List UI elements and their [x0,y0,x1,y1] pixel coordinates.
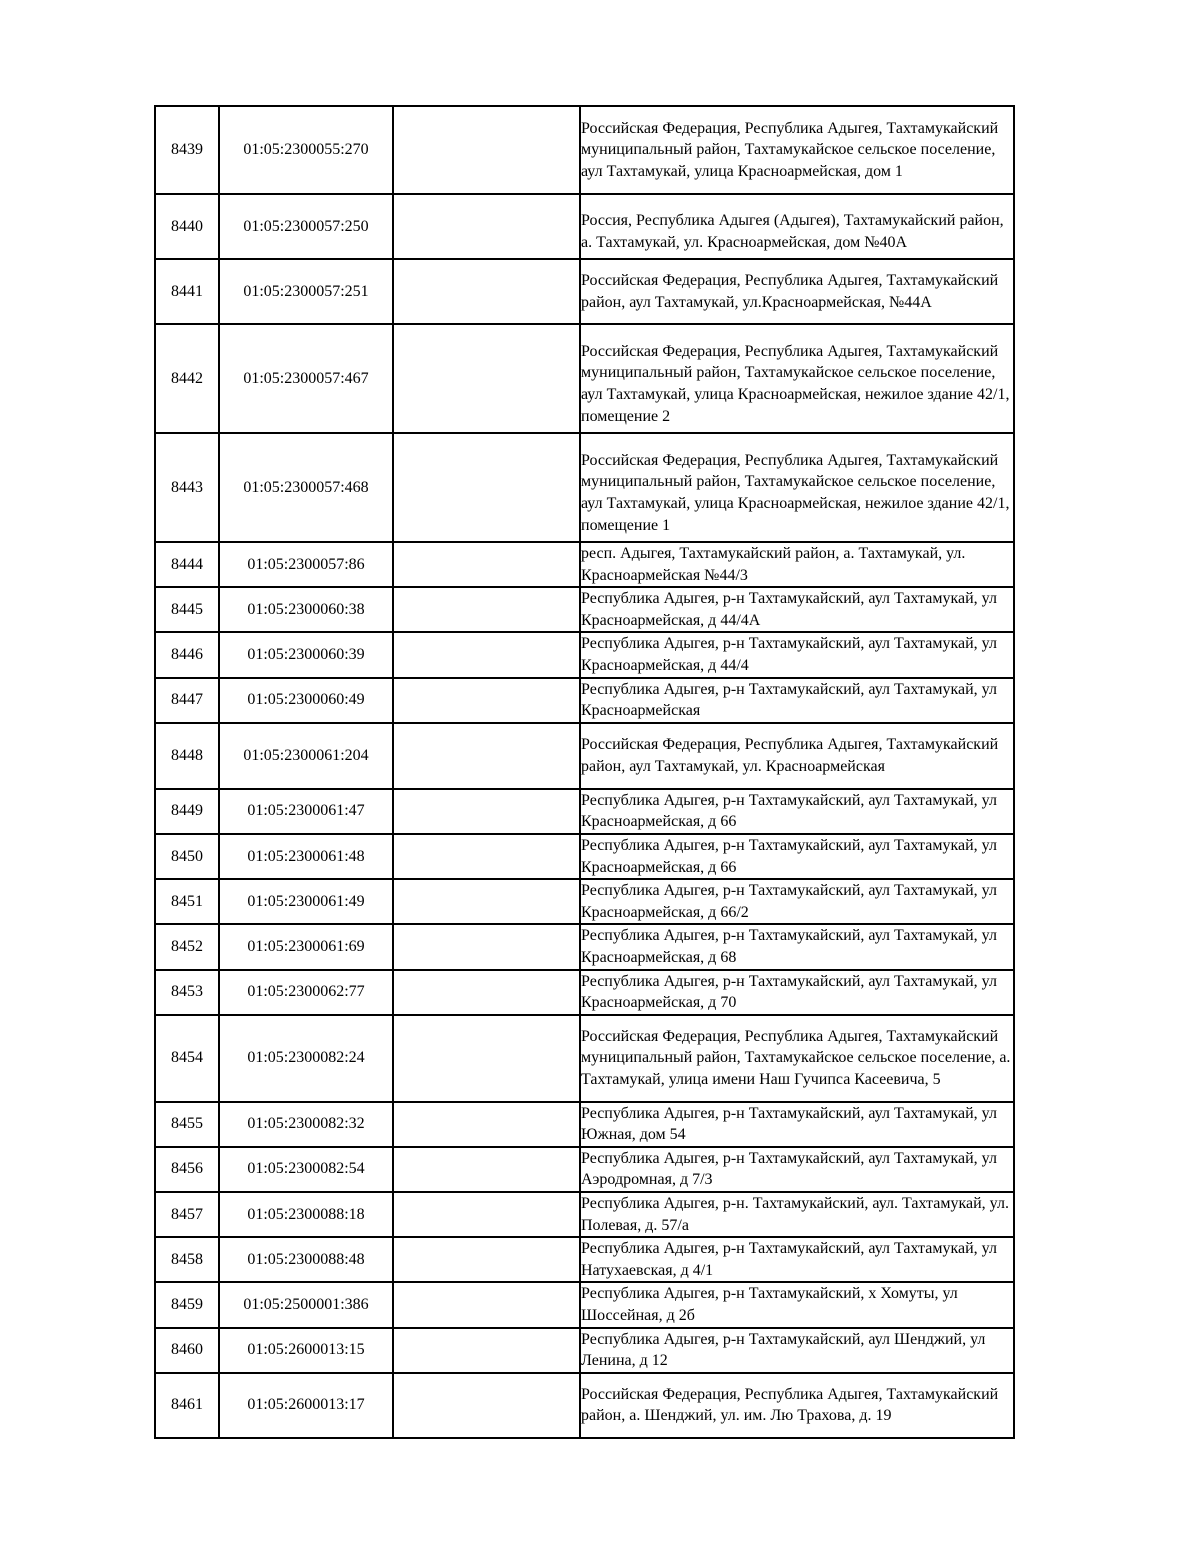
address: Российская Федерация, Республика Адыгея, Тахтамукайский район, а. Шенджий, ул. им. Лю Трахова, д. 19 [580,1373,1014,1438]
address: Республика Адыгея, р-н Тахтамукайский, аул Шенджий, ул Ленина, д 12 [580,1328,1014,1373]
address: Российская Федерация, Республика Адыгея, Тахтамукайский район, аул Тахтамукай, ул.Красноармейская, №44А [580,259,1014,324]
row-number: 8456 [155,1147,219,1192]
cadastral-number: 01:05:2300061:48 [219,834,393,879]
table-row [155,542,1014,587]
empty-cell [393,106,580,194]
cadastral-number: 01:05:2300088:48 [219,1237,393,1282]
address: Российская Федерация, Республика Адыгея, Тахтамукайский муниципальный район, Тахтамукайское сельское поселение, аул Тахтамукай, улица Красноармейская, дом 1 [580,106,1014,194]
address: Республика Адыгея, р-н Тахтамукайский, аул Тахтамукай, ул Красноармейская, д 68 [580,924,1014,969]
empty-cell [393,1282,580,1327]
empty-cell [393,324,580,433]
cadastral-number: 01:05:2300062:77 [219,970,393,1015]
row-number: 8441 [155,259,219,324]
row-number: 8444 [155,542,219,587]
empty-cell [393,723,580,789]
empty-cell [393,433,580,542]
table-row [155,1328,1014,1373]
address: Российская Федерация, Республика Адыгея, Тахтамукайский муниципальный район, Тахтамукайское сельское поселение, а. Тахтамукай, улица имени Наш Гучипса Касеевича, 5 [580,1015,1014,1102]
cadastral-number: 01:05:2300061:69 [219,924,393,969]
table-row [155,1373,1014,1438]
cadastral-number: 01:05:2300061:47 [219,789,393,834]
address: Республика Адыгея, р-н Тахтамукайский, аул Тахтамукай, ул Красноармейская, д 66/2 [580,879,1014,924]
address: Республика Адыгея, р-н Тахтамукайский, аул Тахтамукай, ул Красноармейская [580,678,1014,723]
table-row [155,259,1014,324]
empty-cell [393,678,580,723]
cadastral-number: 01:05:2500001:386 [219,1282,393,1327]
table-row [155,723,1014,789]
empty-cell [393,1328,580,1373]
cadastral-number: 01:05:2600013:15 [219,1328,393,1373]
table-row [155,632,1014,677]
address: Республика Адыгея, р-н. Тахтамукайский, аул. Тахтамукай, ул. Полевая, д. 57/а [580,1192,1014,1237]
address: Республика Адыгея, р-н Тахтамукайский, аул Тахтамукай, ул Красноармейская, д 70 [580,970,1014,1015]
row-number: 8459 [155,1282,219,1327]
row-number: 8458 [155,1237,219,1282]
table-row [155,1102,1014,1147]
cadastral-number: 01:05:2300061:49 [219,879,393,924]
row-number: 8445 [155,587,219,632]
table-row [155,834,1014,879]
row-number: 8454 [155,1015,219,1102]
table-row [155,879,1014,924]
empty-cell [393,632,580,677]
table-row [155,1282,1014,1327]
address: Республика Адыгея, р-н Тахтамукайский, аул Тахтамукай, ул Красноармейская, д 44/4А [580,587,1014,632]
row-number: 8443 [155,433,219,542]
empty-cell [393,1147,580,1192]
cadastral-number: 01:05:2300057:468 [219,433,393,542]
address: Республика Адыгея, р-н Тахтамукайский, аул Тахтамукай, ул Аэродромная, д 7/3 [580,1147,1014,1192]
table-row [155,1015,1014,1102]
row-number: 8442 [155,324,219,433]
cadastral-number: 01:05:2300057:251 [219,259,393,324]
cadastral-number: 01:05:2300082:24 [219,1015,393,1102]
row-number: 8460 [155,1328,219,1373]
table-row [155,324,1014,433]
cadastral-number: 01:05:2300060:49 [219,678,393,723]
empty-cell [393,924,580,969]
address: Российская Федерация, Республика Адыгея, Тахтамукайский муниципальный район, Тахтамукайское сельское поселение, аул Тахтамукай, улица Красноармейская, нежилое здание 42/1, помещение 1 [580,433,1014,542]
address: Россия, Республика Адыгея (Адыгея), Тахтамукайский район, а. Тахтамукай, ул. Красноармейская, дом №40А [580,194,1014,259]
table-row [155,1147,1014,1192]
row-number: 8439 [155,106,219,194]
table-row [155,970,1014,1015]
cadastral-number: 01:05:2300055:270 [219,106,393,194]
row-number: 8455 [155,1102,219,1147]
cadastral-number: 01:05:2300057:467 [219,324,393,433]
table-row [155,106,1014,194]
cadastral-number: 01:05:2300088:18 [219,1192,393,1237]
table-row [155,924,1014,969]
row-number: 8448 [155,723,219,789]
cadastral-number: 01:05:2300060:39 [219,632,393,677]
row-number: 8457 [155,1192,219,1237]
address: респ. Адыгея, Тахтамукайский район, а. Тахтамукай, ул. Красноармейская №44/3 [580,542,1014,587]
row-number: 8453 [155,970,219,1015]
table-row [155,194,1014,259]
empty-cell [393,879,580,924]
empty-cell [393,1373,580,1438]
row-number: 8451 [155,879,219,924]
address: Республика Адыгея, р-н Тахтамукайский, х Хомуты, ул Шоссейная, д 2б [580,1282,1014,1327]
address: Российская Федерация, Республика Адыгея, Тахтамукайский район, аул Тахтамукай, ул. Красноармейская [580,723,1014,789]
empty-cell [393,834,580,879]
cadastral-number: 01:05:2300057:86 [219,542,393,587]
empty-cell [393,1015,580,1102]
row-number: 8447 [155,678,219,723]
table-row [155,433,1014,542]
empty-cell [393,542,580,587]
address: Республика Адыгея, р-н Тахтамукайский, аул Тахтамукай, ул Красноармейская, д 66 [580,789,1014,834]
row-number: 8440 [155,194,219,259]
address: Республика Адыгея, р-н Тахтамукайский, аул Тахтамукай, ул Красноармейская, д 66 [580,834,1014,879]
cadastral-number: 01:05:2300061:204 [219,723,393,789]
table-row [155,678,1014,723]
table-row [155,587,1014,632]
cadastral-number: 01:05:2300082:32 [219,1102,393,1147]
empty-cell [393,970,580,1015]
registry-table [154,105,1015,1439]
row-number: 8461 [155,1373,219,1438]
empty-cell [393,1237,580,1282]
empty-cell [393,259,580,324]
address: Республика Адыгея, р-н Тахтамукайский, аул Тахтамукай, ул Натухаевская, д 4/1 [580,1237,1014,1282]
table-row [155,789,1014,834]
empty-cell [393,1102,580,1147]
row-number: 8452 [155,924,219,969]
empty-cell [393,1192,580,1237]
address: Российская Федерация, Республика Адыгея, Тахтамукайский муниципальный район, Тахтамукайское сельское поселение, аул Тахтамукай, улица Красноармейская, нежилое здание 42/1, помещение 2 [580,324,1014,433]
empty-cell [393,789,580,834]
table-row [155,1192,1014,1237]
row-number: 8450 [155,834,219,879]
row-number: 8446 [155,632,219,677]
address: Республика Адыгея, р-н Тахтамукайский, аул Тахтамукай, ул Красноармейская, д 44/4 [580,632,1014,677]
address: Республика Адыгея, р-н Тахтамукайский, аул Тахтамукай, ул Южная, дом 54 [580,1102,1014,1147]
empty-cell [393,194,580,259]
row-number: 8449 [155,789,219,834]
cadastral-number: 01:05:2600013:17 [219,1373,393,1438]
cadastral-number: 01:05:2300057:250 [219,194,393,259]
cadastral-number: 01:05:2300082:54 [219,1147,393,1192]
empty-cell [393,587,580,632]
table-row [155,1237,1014,1282]
cadastral-number: 01:05:2300060:38 [219,587,393,632]
